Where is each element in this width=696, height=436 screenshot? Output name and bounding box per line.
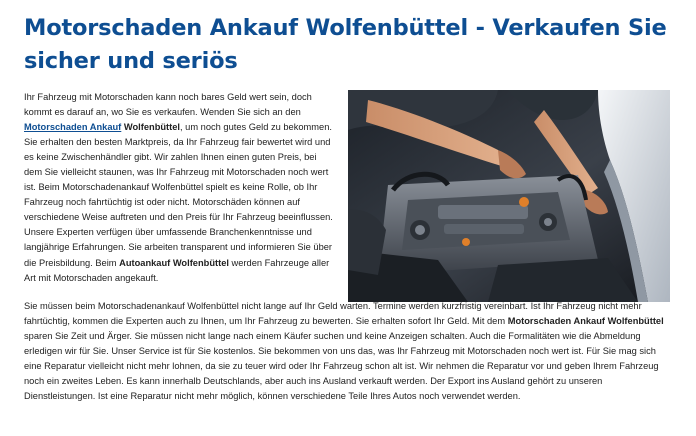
intro-paragraph <box>24 90 336 286</box>
intro-bold-location: Wolfenbüttel <box>123 122 181 133</box>
article <box>24 12 674 402</box>
intro-text-1: Ihr Fahrzeug mit Motorschaden kann noch bares Geld wert sein, doch kommt es darauf an, wo Sie es verkaufen. Wenden Sie sich an den <box>24 92 312 118</box>
details-text-1: Sie müssen beim Motorschadenankauf Wolfenbüttel nicht lange auf Ihr Geld warten. Termine werden kurzfristig vereinbart. Ist Ihr Fahrzeug nicht mehr fahrtüchtig, kommen die Experten auch zu Ihnen, um Ihr Fahrzeug zu bewerten. Sie erhalten sofort Ihr Geld. Mit dem <box>24 301 642 327</box>
details-bold-motorschaden: Motorschaden Ankauf Wolfenbüttel <box>507 316 664 327</box>
engine-bay-illustration <box>348 90 670 302</box>
details-paragraph <box>24 299 672 404</box>
motorschaden-ankauf-link[interactable]: Motorschaden Ankauf <box>24 122 122 133</box>
intro-bold-autoankauf: Autoankauf Wolfenbüttel <box>119 257 229 268</box>
mechanic-engine-image <box>348 90 670 302</box>
intro-text-2: , um noch gutes Geld zu bekommen. Sie erhalten den besten Marktpreis, da Ihr Fahrzeug fair bewertet wird und es keine Zwischenhändler gibt. Wir zahlen Ihnen einen guten Preis, bei dem Sie vielleicht staunen, was Ihr Fahrzeug mit Motorschaden noch wert ist. Beim Motorschadenankauf Wolfenbüttel spielt es keine Rolle, ob Ihr Fahrzeug noch fahrtüchtig ist oder nicht. Motorschäden können auf verschiedene Weise auftreten und den Preis für Ihr Fahrzeug beeinflussen. Unsere Experten verfügen über umfassende Branchenkenntnisse und langjährige Erfahrungen. Sie arbeiten transparent und informieren Sie über die Preisbildung. Beim <box>24 122 333 268</box>
details-text-2: sparen Sie Zeit und Ärger. Sie müssen nicht lange nach einem Käufer suchen und keine Anzeigen schalten. Auch die Formalitäten wie die Abmeldung erledigen wir für Sie. Unser Service ist für Sie kostenlos. Sie bekommen von uns das, was Ihr Fahrzeug mit Motorschaden noch wert ist. Für Sie mag sich eine Reparatur vielleicht nicht mehr lohnen, da sie zu teuer wird oder Ihr Fahrzeug schon alt ist. Wir nehmen die Reparatur vor und geben Ihrem Fahrzeug noch ein zweites Leben. Es kann innerhalb Deutschlands, aber auch ins Ausland verkauft werden. Der Export ins Ausland gehört zu unseren Dienstleistungen. Ist eine Reparatur nicht mehr möglich, können verschiedene Teile Ihres Autos noch verwendet werden. <box>24 331 659 402</box>
intro-text-3: werden Fahrzeuge aller Art mit Motorschaden angekauft. <box>24 257 330 283</box>
intro-section <box>24 90 674 290</box>
page-title: Motorschaden Ankauf Wolfenbüttel - Verkaufen Sie sicher und seriös <box>24 15 667 74</box>
